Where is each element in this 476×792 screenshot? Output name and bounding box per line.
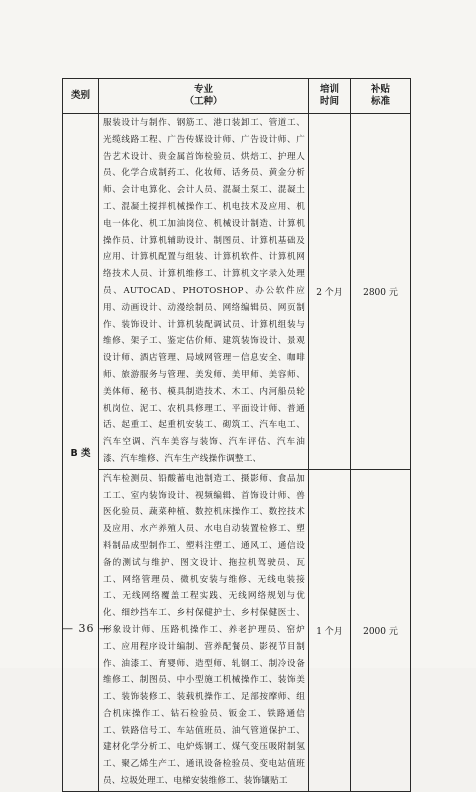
duration-cell: 2 个月 xyxy=(309,114,351,470)
header-duration xyxy=(309,79,351,114)
table-row xyxy=(63,469,411,791)
header-duration-line2: 时间 xyxy=(319,96,339,107)
header-profession-line1: 专业 xyxy=(193,84,213,95)
header-profession-line2: （工种） xyxy=(184,96,223,107)
profession-list-cell: 汽车检测员、铅酸蓄电池制造工、摄影师、食品加工工、室内装饰设计、视频编辑、首饰设计师、兽医化验员、蔬菜种植、数控机床操作工、数控技术及应用、水产养殖人员、水电自动装置检修工、塑料制品成型制作工、塑料注塑工、通风工、通信设备的测试与维护、图文设计、拖拉机驾驶员、瓦工、网络管理员、微机安装与维修、无线电装接工、无线网络覆盖工程实践、无线网络规划与优化、细纱挡车工、乡村保健护士、乡村保健医士、形象设计师、压路机操作工、养老护理员、窑炉工、应用程序设计编制、营养配餐员、影视节目制作、油漆工、育婴师、造型师、轧钢工、制冷设备维修工、制图员、中小型施工机械操作工、装饰美工、装饰装修工、装载机操作工、足部按摩师、组合机床操作工、钻石检验员、钣金工、铁路通信工、铁路信号工、车站值班员、油气管道保护工、建材化学分析工、电炉炼钢工、煤气变压吸附制氢工、聚乙烯生产工、通讯设备检验员、变电站值班员、垃圾处理工、电梯安装维修工、装饰镶贴工 xyxy=(99,469,309,791)
header-subsidy xyxy=(351,79,411,114)
table-row xyxy=(63,114,411,470)
header-subsidy-line1: 补贴 xyxy=(370,84,390,95)
header-subsidy-line2: 标准 xyxy=(370,96,390,107)
duration-cell: 1 个月 xyxy=(309,469,351,791)
subsidy-cell: 2800 元 xyxy=(351,114,411,470)
table-header-row xyxy=(63,79,411,114)
page-number: — 36 — xyxy=(62,622,111,635)
header-duration-line1: 培训 xyxy=(319,84,339,95)
profession-list-cell: 服装设计与制作、钢筋工、港口装卸工、管道工、光缆线路工程、广告传媒设计师、广告设计师、广告艺术设计、贵金属首饰检验员、烘焙工、护理人员、化学合成制药工、化妆师、话务员、黄金分析师、会计电算化、会计人员、混凝土泵工、混凝土工、混凝土搅拌机械操作工、机电技术及应用、机电一体化、机工加油岗位、机械设计制造、计算机操作员、计算机辅助设计、制图员、计算机基础及应用、计算机配置与组装、计算机软件、计算机网络技术人员、计算机维修工、计算机文字录入处理员、AUTOCAD、PHOTOSHOP、办公软件应用、动画设计、动漫绘制员、网络编辑员、网页制作、装饰设计、计算机装配调试员、计算机组装与维修、架子工、鉴定估价师、建筑装饰设计、景观设计师、酒店管理、局域网管理－信息安全、咖啡师、旅游服务与管理、美发师、美甲师、美容师、美体师、秘书、模具制造技术、木工、内河船员轮机岗位、泥工、农机具修理工、平面设计师、普通话、起重工、起重机安装工、砌筑工、汽车电工、汽车空调、汽车美容与装饰、汽车评估、汽车油漆、汽车维修、汽车生产线操作调整工、 xyxy=(99,114,309,470)
training-subsidy-table xyxy=(62,78,411,792)
header-category-label: 类别 xyxy=(70,90,90,101)
header-category xyxy=(63,79,99,114)
header-profession xyxy=(99,79,309,114)
subsidy-cell: 2000 元 xyxy=(351,469,411,791)
category-cell: B 类 xyxy=(63,114,99,792)
